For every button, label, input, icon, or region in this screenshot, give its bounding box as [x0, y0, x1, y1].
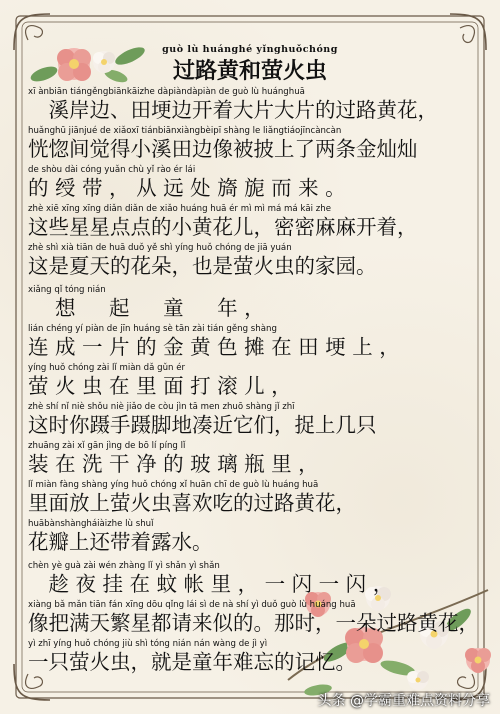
- text-line-3: [28, 164, 488, 200]
- line-hanzi: 这时你蹑手蹑脚地凑近它们，捉上几只: [28, 413, 377, 437]
- text-line-10: [28, 440, 488, 476]
- line-hanzi: 恍惚间觉得小溪田边像被披上了两条金灿灿: [28, 137, 418, 161]
- line-hanzi: 连 成 一 片 的 金 黄 色 摊 在 田 埂 上 ，: [28, 335, 400, 359]
- line-pinyin: zhè xiē xīng xīng diǎn diǎn de xiǎo huáng huā ér mì mì má má kāi zhe: [28, 204, 332, 214]
- source-watermark: 头条 @学霸重难点资料分享: [317, 693, 490, 709]
- line-hanzi: 萤 火 虫 在 里 面 打 滚 儿 ，: [28, 374, 292, 398]
- text-line-9: [28, 401, 488, 437]
- line-pinyin: huābànshàngháiàizhe lù shuǐ: [28, 519, 154, 529]
- text-line-13: [28, 560, 488, 596]
- line-pinyin: xiàng bǎ mǎn tiān fán xīng dōu qǐng lái sì de nà shí yì duǒ guò lù huáng huā: [28, 600, 356, 610]
- line-hanzi: 这些星星点点的小黄花儿，密密麻麻开着，: [28, 215, 418, 239]
- line-pinyin: chèn yè guà zài wén zhàng lǐ yì shǎn yì shǎn: [28, 561, 220, 571]
- page-title: 过路黄和萤火虫: [172, 58, 327, 84]
- line-pinyin: de shòu dài cóng yuǎn chù yǐ rào ér lái: [28, 165, 196, 175]
- line-hanzi: 装 在 洗 干 净 的 玻 璃 瓶 里 ，: [28, 452, 319, 476]
- line-pinyin: yì zhī yíng huǒ chóng jiù shì tóng nián nán wàng de jì yì: [28, 639, 268, 649]
- line-hanzi: 像把满天繁星都请来似的。那时，一朵过路黄花，: [28, 611, 479, 635]
- line-hanzi: 花瓣上还带着露水。: [28, 530, 213, 554]
- text-line-14: [28, 599, 488, 635]
- text-line-1: [28, 86, 488, 122]
- text-line-12: [28, 518, 488, 554]
- line-hanzi: 这是夏天的花朵，也是萤火虫的家园。: [28, 254, 377, 278]
- title-pinyin: guò lù huánghé yǐnghuǒchóng: [162, 44, 338, 55]
- line-pinyin: lǐ miàn fàng shàng yíng huǒ chóng xǐ huān chī de guò lù huáng huā: [28, 480, 319, 490]
- line-pinyin: xī ànbiān tiángěngbiānkāizhe dàpiàndàpiàn de guò lù huánghuā: [28, 87, 305, 97]
- line-pinyin: zhuāng zài xǐ gān jìng de bō lí píng lǐ: [28, 441, 186, 451]
- line-hanzi: 里面放上萤火虫喜欢吃的过路黄花，: [28, 491, 356, 515]
- line-hanzi: 一只萤火虫，就是童年难忘的记忆。: [28, 650, 356, 674]
- line-pinyin: yíng huǒ chóng zài lǐ miàn dǎ gǔn ér: [28, 363, 186, 373]
- text-line-8: [28, 362, 488, 398]
- text-line-11: [28, 479, 488, 515]
- line-hanzi: 想 起 童 年 ，: [28, 296, 265, 320]
- text-line-4: [28, 203, 488, 239]
- line-pinyin: lián chéng yí piàn de jīn huáng sè tān zài tián gěng shàng: [28, 324, 277, 334]
- line-hanzi: 趁 夜 挂 在 蚊 帐 里 ， 一 闪 一 闪 ，: [28, 572, 394, 596]
- title-block: [0, 44, 500, 85]
- text-line-5: [28, 242, 488, 278]
- text-line-2: [28, 125, 488, 161]
- text-line-15: [28, 638, 488, 674]
- text-line-6: [28, 284, 488, 320]
- line-pinyin: zhè shí nǐ niè shǒu niè jiǎo de còu jìn tā men zhuō shàng jǐ zhī: [28, 402, 295, 412]
- line-pinyin: zhè shì xià tiān de huā duǒ yě shì yíng huǒ chóng de jiā yuán: [28, 243, 292, 253]
- line-hanzi: 溪岸边、田埂边开着大片大片的过路黄花，: [28, 98, 438, 122]
- line-pinyin: huǎnghū jiānjué de xiǎoxī tiánbiānxiàngbèipī shàng le liǎngtiáojīncàncàn: [28, 126, 342, 136]
- line-hanzi: 的 绶 带 ， 从 远 处 旖 旎 而 来 。: [28, 176, 346, 200]
- text-line-7: [28, 323, 488, 359]
- line-pinyin: xiǎng qǐ tóng nián: [28, 285, 106, 295]
